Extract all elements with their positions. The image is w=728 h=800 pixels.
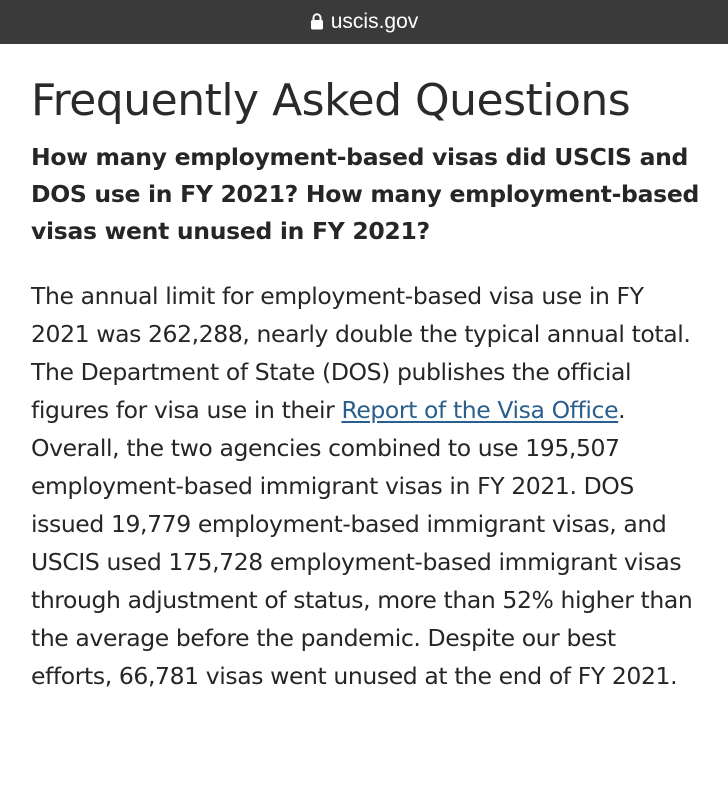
lock-icon xyxy=(310,13,324,30)
address-bar[interactable] xyxy=(0,0,728,44)
answer-text-before-link: The annual limit for employment-based visa use in FY 2021 was 262,288, nearly double the typical annual total. The Department of State (DOS) publishes the official figures for visa use in their xyxy=(31,282,691,424)
answer-text-after-link: . Overall, the two agencies combined to use 195,507 employment-based immigrant visas in FY 2021. DOS issued 19,779 employment-based immigrant visas, and USCIS used 175,728 employment-based immigrant visas through adjustment of status, more than 52% higher than the average before the pandemic. Despite our best efforts, 66,781 visas went unused at the end of FY 2021. xyxy=(31,396,693,690)
page-title: Frequently Asked Questions xyxy=(31,75,631,126)
report-of-visa-office-link[interactable]: Report of the Visa Office xyxy=(341,396,619,424)
main-content xyxy=(31,44,701,695)
faq-question: How many employment-based visas did USCIS and DOS use in FY 2021? How many employment-based visas went unused in FY 2021? xyxy=(31,143,699,245)
faq-answer xyxy=(31,277,701,695)
url-text: uscis.gov xyxy=(330,10,419,33)
